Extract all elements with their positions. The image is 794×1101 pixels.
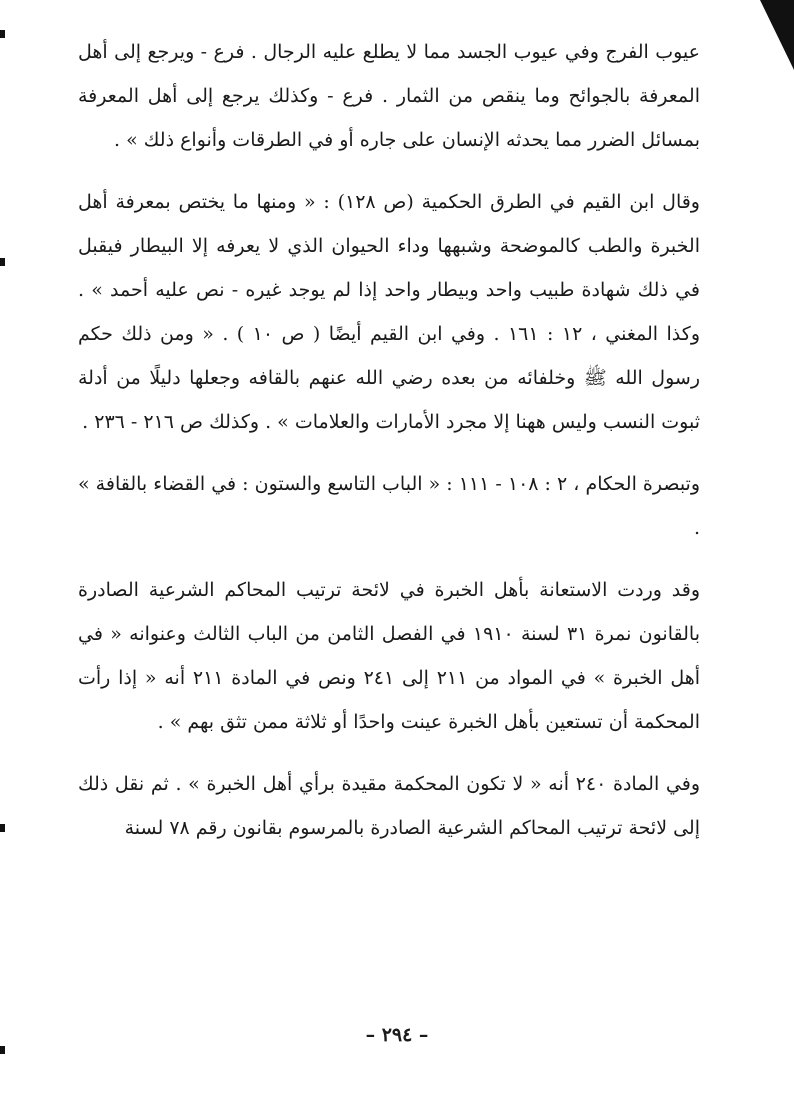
margin-mark [0,1046,5,1054]
margin-mark [0,30,5,38]
paragraph: وقال ابن القيم في الطرق الحكمية (ص ١٢٨) : « ومنها ما يختص بمعرفة أهل الخبرة والطب كالموضحة وشبهها وداء الحيوان الذي لا يعرفه إلا البيطار فيقبل في ذلك شهادة طبيب واحد وبيطار واحد إذا لم يوجد غيره - نص عليه أحمد » . وكذا المغني ، ١٢ : ١٦١ . وفي ابن القيم أيضًا ( ص ١٠ ) . « ومن ذلك حكم رسول الله ﷺ وخلفائه من بعده رضي الله عنهم بالقافه وجعلها دليلًا من أدلة ثبوت النسب وليس ههنا إلا مجرد الأمارات والعلامات » . وكذلك ص ٢١٦ - ٢٣٦ . [78,191,700,433]
corner-scan-mark [760,0,794,70]
page-number: – ٢٩٤ – [365,1024,429,1046]
paragraph: وقد وردت الاستعانة بأهل الخبرة في لائحة ترتيب المحاكم الشرعية الصادرة بالقانون نمرة ٣١ لسنة ١٩١٠ في الفصل الثامن من الباب الثالث وعنوانه « في أهل الخبرة » في المواد من ٢١١ إلى ٢٤١ ونص في المادة ٢١١ أنه « إذا رأت المحكمة أن تستعين بأهل الخبرة عينت واحدًا أو ثلاثة ممن تثق بهم » . [78,579,701,733]
margin-mark [0,824,5,832]
paragraph: وتبصرة الحكام ، ٢ : ١٠٨ - ١١١ : « الباب التاسع والستون : في القضاء بالقافة » . [78,473,701,539]
paragraph: عيوب الفرج وفي عيوب الجسد مما لا يطلع عليه الرجال . فرع - ويرجع إلى أهل المعرفة بالجوائح وما ينقص من الثمار . فرع - وكذلك يرجع إلى أهل المعرفة بمسائل الضرر مما يحدثه الإنسان على جاره أو في الطرقات وأنواع ذلك » . [78,41,700,151]
margin-mark [0,258,5,266]
paragraph: وفي المادة ٢٤٠ أنه « لا تكون المحكمة مقيدة برأي أهل الخبرة » . ثم نقل ذلك إلى لائحة ترتيب المحاكم الشرعية الصادرة بالمرسوم بقانون رقم ٧٨ لسنة [78,773,700,839]
page-body [78,30,700,850]
